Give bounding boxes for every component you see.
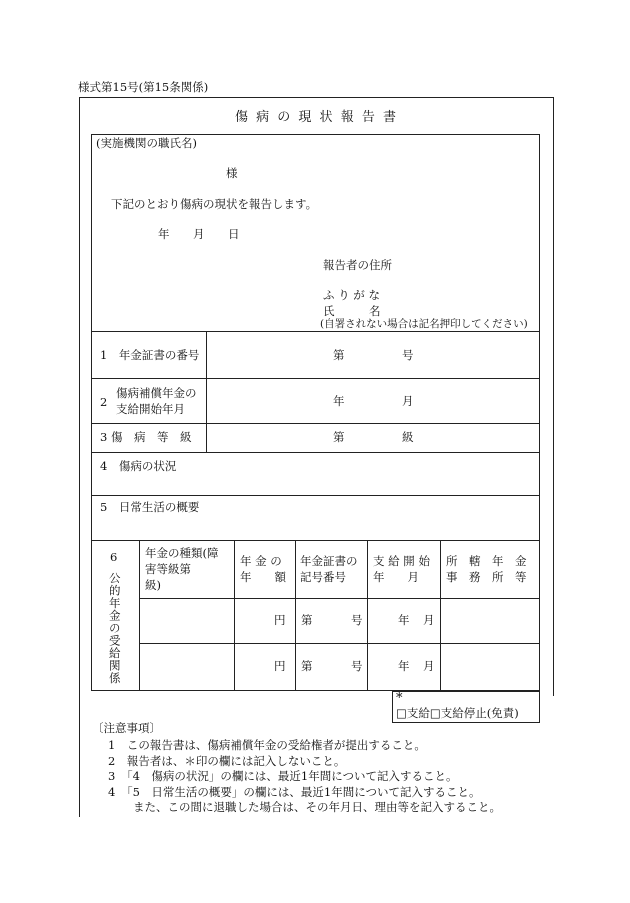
name-label[interactable]: 氏 名: [323, 304, 381, 318]
row1-label: 1 年金証書の番号: [100, 348, 200, 362]
row1-prefix[interactable]: 第: [333, 348, 345, 362]
row2-month[interactable]: 月: [402, 394, 414, 408]
note-4-continued: また、この間に退職した場合は、その年月日、理由等を記入すること。: [133, 800, 501, 814]
s6-header-type-3: 級): [145, 578, 161, 592]
row5-label[interactable]: 5 日常生活の概要: [100, 500, 200, 514]
s6-row2-dai[interactable]: 第: [301, 659, 313, 673]
s6-header-type-2: 害等級第: [145, 562, 191, 576]
s6-col-divider: [295, 540, 296, 691]
s6-header-start-2: 年 月: [373, 570, 419, 584]
s6-header-type-1: 年金の種類(障: [145, 546, 219, 560]
row-divider: [91, 423, 540, 424]
s6-row1-yen[interactable]: 円: [274, 613, 286, 627]
date-year[interactable]: 年: [158, 227, 170, 241]
row-divider: [91, 540, 540, 541]
s6-row-divider: [139, 643, 540, 644]
label-column-divider: [206, 331, 207, 452]
s6-col-divider: [440, 540, 441, 691]
s6-header-amount-1: 年 金 の: [240, 554, 282, 568]
row2-label-line1: 傷病補償年金の: [116, 386, 197, 400]
row-divider: [91, 378, 540, 379]
row-divider: [91, 452, 540, 453]
s6-row1-tsuki[interactable]: 月: [423, 613, 435, 627]
date-day[interactable]: 日: [228, 227, 240, 241]
outer-frame-left: [79, 97, 80, 817]
agency-label: (実施機関の職氏名): [96, 136, 197, 150]
row4-label[interactable]: 4 傷病の状況: [100, 459, 177, 473]
reporter-address-label[interactable]: 報告者の住所: [323, 258, 392, 272]
s6-header-cert-2: 記号番号: [300, 570, 346, 584]
s6-row1-nen[interactable]: 年: [398, 613, 410, 627]
row2-number: 2: [100, 395, 108, 409]
page-title: 傷 病 の 現 状 報 告 書: [235, 110, 398, 125]
row1-suffix[interactable]: 号: [402, 348, 414, 362]
office-use-options[interactable]: □支給□支給停止(免責): [396, 706, 519, 720]
s6-col-divider: [139, 540, 140, 691]
s6-row1-dai[interactable]: 第: [301, 613, 313, 627]
s6-col-divider: [367, 540, 368, 691]
s6-vertical-label: 公的年金の受給関係: [107, 572, 122, 685]
row-divider: [91, 495, 540, 496]
form-number: 様式第15号(第15条関係): [78, 80, 209, 94]
s6-header-start-1: 支 給 開 始: [373, 554, 430, 568]
office-use-asterisk: *: [396, 691, 403, 706]
date-month[interactable]: 月: [193, 227, 205, 241]
s6-header-cert-1: 年金証書の: [300, 554, 358, 568]
row-divider: [91, 331, 540, 332]
s6-row2-nen[interactable]: 年: [398, 659, 410, 673]
row2-label-line2: 支給開始年月: [116, 402, 185, 416]
note-4: 4 「5 日常生活の概要」の欄には、最近1年間について記入すること。: [108, 785, 481, 799]
outer-frame-right: [553, 97, 554, 696]
statement: 下記のとおり傷病の現状を報告します。: [111, 197, 318, 211]
s6-header-office-2: 事 務 所 等: [446, 570, 527, 584]
s6-row2-gou[interactable]: 号: [351, 659, 363, 673]
s6-row-divider: [139, 598, 540, 599]
outer-frame-top: [79, 97, 554, 98]
row3-suffix[interactable]: 級: [402, 430, 414, 444]
s6-row1-gou[interactable]: 号: [351, 613, 363, 627]
s6-row2-yen[interactable]: 円: [274, 659, 286, 673]
row3-label: 3 傷 病 等 級: [100, 430, 192, 444]
note-3: 3 「4 傷病の状況」の欄には、最近1年間について記入すること。: [108, 769, 458, 783]
furigana-label[interactable]: ふ り が な: [323, 288, 380, 302]
note-1: 1 この報告書は、傷病補償年金の受給権者が提出すること。: [108, 738, 426, 752]
s6-header-amount-2: 年 額: [240, 570, 286, 584]
note-2: 2 報告者は、＊印の欄には記入しないこと。: [108, 754, 346, 768]
notes-heading: 〔注意事項〕: [92, 721, 161, 735]
s6-col-divider: [234, 540, 235, 691]
honorific: 様: [226, 166, 238, 180]
s6-header-office-1: 所 轄 年 金: [446, 554, 527, 568]
row2-year[interactable]: 年: [333, 394, 345, 408]
seal-note: (自署されない場合は記名押印してください): [320, 318, 528, 330]
s6-row2-tsuki[interactable]: 月: [423, 659, 435, 673]
row3-prefix[interactable]: 第: [333, 430, 345, 444]
s6-number: 6: [110, 550, 118, 564]
